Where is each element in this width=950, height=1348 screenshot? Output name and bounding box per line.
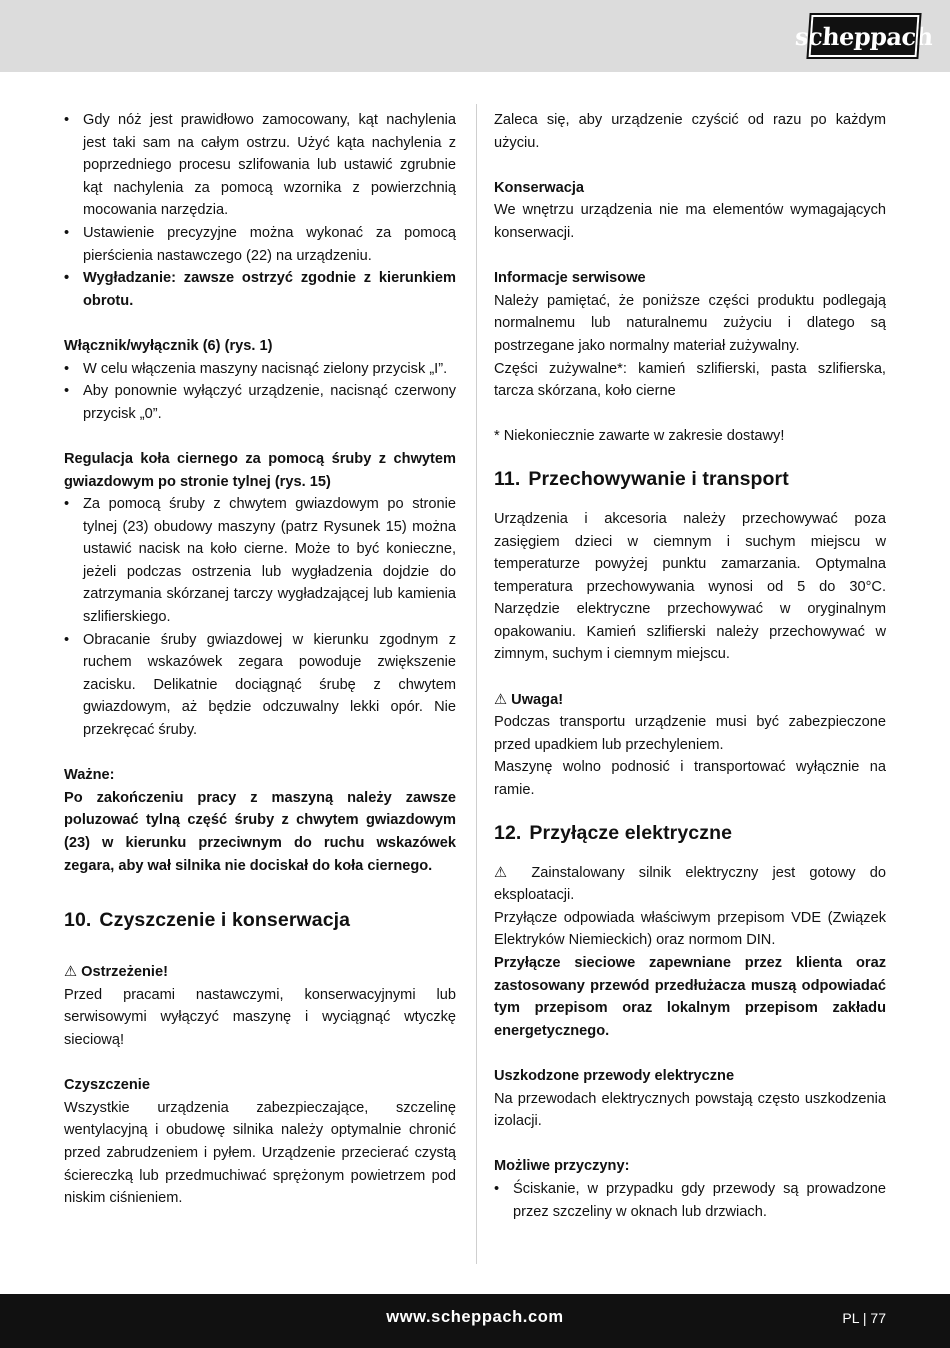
list-item: • Wygładzanie: zawsze ostrzyć zgodnie z kierunkiem obrotu. (64, 267, 456, 312)
important-heading: Ważne: (64, 767, 115, 784)
section-title-text: Czyszczenie i konserwacja (99, 909, 351, 932)
right-column (494, 109, 886, 1223)
maintenance-text: We wnętrzu urządzenia nie ma elementów wymagających konserwacji. (494, 202, 886, 241)
section-11-title (494, 464, 886, 494)
column-divider (476, 104, 477, 1264)
footer-url[interactable]: www.scheppach.com (386, 1308, 564, 1326)
warning-icon: ⚠ (64, 964, 78, 981)
footer-bar (0, 1294, 950, 1348)
warning-heading-text: Ostrzeżenie! (81, 964, 168, 981)
important-text: Po zakończeniu pracy z maszyną należy zawsze poluzować tylną część śruby z chwytem gwiazdowym (23) w kierunku przeciwnym do ruchu wskazówek zegara, aby wał silnika nie dociskał do koła ciernego. (64, 789, 456, 874)
footnote: * Niekoniecznie zawarte w zakresie dostawy! (494, 428, 785, 445)
caution-heading (494, 689, 886, 712)
left-column (64, 109, 456, 1210)
scheppach-logo (794, 15, 934, 57)
page-number: PL | 77 (842, 1310, 886, 1326)
warning-heading (64, 961, 456, 984)
storage-text: Urządzenia i akcesoria należy przechowywać poza zasięgiem dzieci w ciemnym i suchym miejscu w temperaturze powyżej punktu zamarzania. Optymalna temperatura przechowywania wynosi od 5 do 30°C. Narzędzie elektryczne przechowywać w oryginalnym opakowaniu. Kamień szlifierski należy przechowywać w zimnym, suchym i ciemnym miejscu. (494, 510, 886, 663)
list-item: • Gdy nóż jest prawidłowo zamocowany, kąt nachylenia jest taki sam na całym ostrzu. Użyć kąta nachylenia z poprzedniego procesu szlifowania lub ustawić zgrubnie kąt nachylenia za pomocą wzornika z powierzchnią mocowania narzędzia. (64, 109, 456, 222)
section-title-text: Przyłącze elektryczne (529, 821, 733, 844)
list-item: • Za pomocą śruby z chwytem gwiazdowym po stronie tylnej (23) obudowy maszyny (patrz Rysunek 15) można ustawić nacisk na koło cierne. Może to być konieczne, jeżeli podczas ostrzenia lub wygładzenia dojdzie do zatrzymania skórzanej tarczy wygładzającej lub kamienia szlifierskiego. (64, 493, 456, 629)
electrical-text-bold: Przyłącze sieciowe zapewniane przez klienta oraz zastosowany przewód przedłużacza muszą odpowiadać tym przepisom oraz lokalnym przepisom zakładu energetycznego. (494, 955, 886, 1039)
service-text: Należy pamiętać, że poniższe części produktu podlegają normalnemu lub naturalnemu zużyciu i dlatego są postrzegane jako normalny materiał zużywalny. (494, 292, 886, 354)
list-item: • Ściskanie, w przypadku gdy przewody są prowadzone przez szczeliny w oknach lub drzwiach. (494, 1178, 886, 1223)
switch-list (64, 358, 456, 426)
causes-list (494, 1178, 886, 1223)
damaged-cables-text: Na przewodach elektrycznych powstają często uszkodzenia izolacji. (494, 1090, 886, 1130)
electrical-text: Przyłącze odpowiada właściwym przepisom VDE (Związek Elektryków Niemieckich) oraz normom DIN. (494, 909, 886, 949)
section-10-title (64, 905, 456, 935)
logo-text: scheppach (794, 21, 934, 51)
section-number: 11. (494, 467, 521, 490)
damaged-cables-heading: Uszkodzone przewody elektryczne (494, 1067, 735, 1084)
list-item: • Obracanie śruby gwiazdowej w kierunku zgodnym z ruchem wskazówek zegara powoduje zwiększenie zacisku. Delikatnie dociągnąć śrubę z chwytem gwiazdowym, aż będzie odczuwalny lekki opór. Nie przekręcać śruby. (64, 629, 456, 742)
regulation-heading: Regulacja koła ciernego za pomocą śruby z chwytem gwiazdowym po stronie tylnej (rys. 15) (64, 450, 456, 490)
sharpening-list (64, 109, 456, 312)
service-text: Części zużywalne*: kamień szlifierski, pasta szlifierska, tarcza skórzana, koło cierne (494, 360, 886, 400)
caution-text: Podczas transportu urządzenie musi być zabezpieczone przed upadkiem lub przechyleniem. (494, 714, 886, 753)
warning-icon: ⚠ (494, 864, 518, 881)
warning-text: Przed pracami nastawczymi, konserwacyjnymi lub serwisowymi wyłączyć maszynę i wyciągnąć wtyczkę sieciową! (64, 986, 456, 1048)
electrical-text-content: Zainstalowany silnik elektryczny jest gotowy do eksploatacji. (494, 864, 886, 904)
section-title-text: Przechowywanie i transport (528, 467, 789, 490)
warning-icon: ⚠ (494, 691, 508, 708)
cleaning-text: Wszystkie urządzenia zabezpieczające, szczelinę wentylacyjną i obudowę silnika należy optymalnie chronić przed zabrudzeniem i pyłem. Urządzenie przecierać czystą ściereczką lub przedmuchiwać sprężonym powietrzem pod niskim ciśnieniem. (64, 1099, 456, 1207)
cleaning-after-text: Zaleca się, aby urządzenie czyścić od razu po każdym użyciu. (494, 112, 886, 151)
section-number: 10. (64, 909, 92, 932)
list-item: • W celu włączenia maszyny nacisnąć zielony przycisk „I”. (64, 358, 456, 381)
list-item: • Aby ponownie wyłączyć urządzenie, nacisnąć czerwony przycisk „0”. (64, 380, 456, 425)
caution-text: Maszynę wolno podnosić i transportować wyłącznie na ramie. (494, 759, 886, 799)
section-12-title (494, 818, 886, 848)
maintenance-heading: Konserwacja (494, 179, 585, 196)
electrical-text (494, 862, 886, 907)
caution-heading-text: Uwaga! (511, 691, 564, 708)
section-number: 12. (494, 821, 522, 844)
regulation-list (64, 493, 456, 742)
switch-heading: Włącznik/wyłącznik (6) (rys. 1) (64, 337, 273, 354)
header-bar (0, 0, 950, 72)
causes-heading: Możliwe przyczyny: (494, 1158, 630, 1175)
cleaning-heading: Czyszczenie (64, 1077, 150, 1094)
service-heading: Informacje serwisowe (494, 270, 646, 287)
list-item: • Ustawienie precyzyjne można wykonać za pomocą pierścienia nastawczego (22) na urządzeniu. (64, 222, 456, 267)
